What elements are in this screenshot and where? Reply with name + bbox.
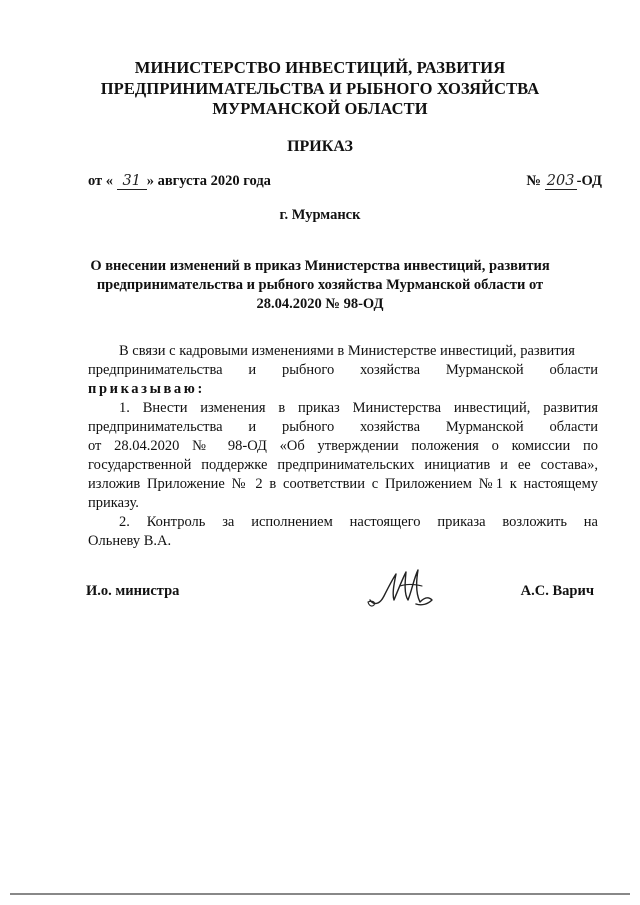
subject-line-2: предпринимательства и рыбного хозяйства Мурманской области от [96,277,544,293]
ministry-line-3: МУРМАНСКОЙ ОБЛАСТИ [212,99,428,118]
order-date [88,173,271,190]
item1-line-6: приказу. [88,495,139,511]
item2-line-1: 2. Контроль за исполнением настоящего приказа возложить на [119,514,598,530]
signatory-name: А.С. Варич [520,583,594,599]
item2-line-2: Ольневу В.А. [88,533,172,549]
subject-line-1: О внесении изменений в приказ Министерства инвестиций, развития [90,258,550,274]
number-handwritten: 203 [545,173,577,190]
date-day-handwritten: 31 [117,173,147,190]
item1-line-3: от 28.04.2020 № 98-ОД «Об утверждении положения о комиссии по [88,438,598,454]
number-suffix: -ОД [576,173,602,189]
number-prefix: № [526,173,541,189]
ministry-line-2: ПРЕДПРИНИМАТЕЛЬСТВА И РЫБНОГО ХОЗЯЙСТВА [100,78,540,98]
ministry-line-1: МИНИСТЕРСТВО ИНВЕСТИЦИЙ, РАЗВИТИЯ [134,58,506,77]
subject-line-3: 28.04.2020 № 98-ОД [256,296,384,312]
order-number [526,173,602,190]
order-subject [0,257,640,314]
body-p1-line-1: В связи с кадровыми изменениями в Министерстве инвестиций, развития [119,343,575,359]
order-verb: приказываю: [88,381,205,397]
document-type-title: ПРИКАЗ [287,138,353,155]
item1-line-2: предпринимательства и рыбного хозяйства Мурманской области [88,419,598,435]
item1-line-5: изложив Приложение № 2 в соответствии с Приложением №1 к настоящему [88,476,598,492]
order-body [88,342,598,551]
item1-line-1: 1. Внести изменения в приказ Министерства инвестиций, развития [119,400,598,416]
handwritten-signature [366,566,438,612]
scan-edge-line [10,893,630,895]
date-prefix: от « [88,173,114,189]
date-suffix: » августа 2020 года [146,173,271,189]
city-line: г. Мурманск [279,207,361,223]
signatory-position: И.о. министра [86,583,180,599]
ministry-header [0,58,640,120]
item1-line-4: государственной поддержке предпринимательских инициатив и ее состава», [88,457,598,473]
body-p1-line-2: предпринимательства и рыбного хозяйства Мурманской области [88,362,598,378]
